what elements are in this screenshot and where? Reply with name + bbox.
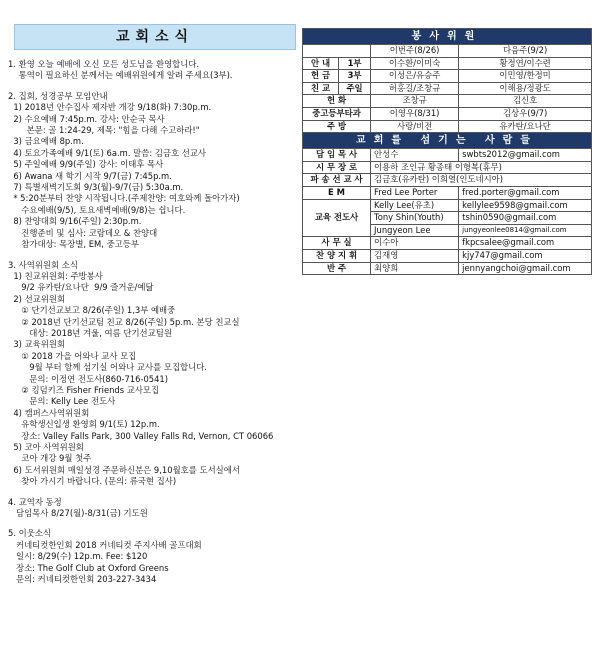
staff-email: kjy747@gmail.com (459, 249, 592, 262)
news-line: 진행준비 및 심사: 코람데오 & 찬양대 (8, 227, 158, 238)
staff-email: jennyangchoi@gmail.com (459, 262, 592, 275)
cell-next: 김신호 (459, 95, 592, 108)
row-label: 안 내 (303, 57, 339, 70)
news-line: 담임목사 8/27(월)-8/31(금) 기도원 (8, 508, 148, 519)
news-line: 9월 부터 함께 섬기실 어와나 교사를 모집합니다. (8, 362, 207, 373)
table-row (303, 174, 592, 187)
news-line: ① 단기선교보고 8/26(주일) 1,3부 예배중 (8, 305, 176, 316)
staff-name: 이수아 (371, 237, 459, 250)
news-line: 본문: 골 1:24-29, 제목: "힘을 다해 수고하라!" (8, 125, 200, 136)
staff-email: kellylee9598@gmail.com (459, 199, 592, 212)
table-row (303, 70, 592, 83)
news-line: ② 2018년 단기선교팀 친교 8/26(주일) 5p.m. 본당 친교실 (8, 316, 240, 327)
service-committee-title: 봉사위원 (303, 29, 592, 45)
staff-name: Kelly Lee(유초) (371, 199, 459, 212)
staff-email: jungyeonlee0814@gmail.com (459, 224, 592, 237)
row-label: 중고등부타과 (303, 107, 371, 120)
table-row (303, 95, 592, 108)
table-row (303, 82, 592, 95)
news-line: 2) 선교위원회 (8, 293, 66, 304)
staff-role: 시 무 장 로 (303, 161, 371, 174)
staff-role: 교육 전도사 (303, 199, 371, 237)
row-sub: 3부 (339, 70, 371, 83)
staff-role: E M (303, 186, 371, 199)
news-line: 4) 토요가족예배 9/1(토) 6a.m. 말씀: 김금호 선교사 (8, 147, 207, 158)
staff-role: 파 송 선 교 사 (303, 174, 371, 187)
news-section-pastor (8, 497, 298, 520)
cell-this: 이수환/이미숙 (371, 57, 459, 70)
news-line: 2) 수요예배 7:45p.m. 강사: 안순국 목사 (8, 113, 165, 124)
staff-title: 교회를 섬기는 사람들 (303, 133, 592, 149)
news-line: 2. 집회, 성경공부 모임안내 (8, 90, 108, 101)
staff-name: Jungyeon Lee (371, 224, 459, 237)
cell-next: 이민영/한정미 (459, 70, 592, 83)
staff-role: 사 무 실 (303, 237, 371, 250)
news-line: 대상: 2018년 겨울, 여름 단기선교팀원 (8, 327, 172, 338)
news-line: 3. 사역위원회 소식 (8, 259, 78, 270)
staff-email: fkpcsalee@gmail.com (459, 237, 592, 250)
news-section-welcome (8, 59, 298, 82)
staff-role: 담 임 목 사 (303, 149, 371, 162)
news-line: 6) 도서위원회 매일성경 주문하신분은 9,10월호를 도서실에서 (8, 464, 240, 475)
table-row (303, 186, 592, 199)
news-line: 4) 캠퍼스사역위원회 (8, 407, 90, 418)
news-line: ② 킹덤키즈 Fisher Friends 교사모집 (8, 384, 160, 395)
news-line: 3) 금요예배 8p.m. (8, 136, 84, 147)
row-sub: 주일 (339, 82, 371, 95)
news-line: 수요예배(9/5), 토요새벽예배(9/8)는 쉽니다. (8, 204, 186, 215)
cell-next: 유카탄/요나단 (459, 120, 592, 133)
church-news-title: 교회소식 (14, 24, 296, 50)
news-line: 참가대상: 목장별, EM, 중고등부 (8, 239, 139, 250)
news-line: 7) 특별새벽기도회 9/3(월)-9/7(금) 5:30a.m. (8, 182, 184, 193)
church-news-panel (8, 24, 298, 585)
staff-name: 이용하 조인규 황종태 이형복(휴무) (371, 161, 592, 174)
cell-this: 사랑/비전 (371, 120, 459, 133)
staff-email: swbts2012@gmail.com (459, 149, 592, 162)
news-line: 문의: Kelly Lee 전도사 (8, 396, 116, 407)
news-body (8, 59, 298, 585)
staff-email: fred.porter@gmail.com (459, 186, 592, 199)
news-line: 찾아 가시기 바랍니다. (문의: 류국현 집사) (8, 476, 177, 487)
news-line: 1) 친교위원회: 주방봉사 (8, 270, 103, 281)
news-line: 코아 개강 9월 첫주 (8, 453, 92, 464)
news-line: 커네티컷한인회 2018 커네티컷 주지사배 골프대회 (8, 539, 202, 550)
news-line: 1. 환영 오늘 예배에 오신 모든 성도님을 환영합니다. (8, 59, 200, 69)
row-label: 주 방 (303, 120, 371, 133)
cell-this: 조창규 (371, 95, 459, 108)
news-line: 문의: 이정연 전도사(860-716-0541) (8, 373, 169, 384)
staff-name: Tony Shin(Youth) (371, 212, 459, 225)
cell-next: 이해용/정광도 (459, 82, 592, 95)
cell-this: 이성은/유승주 (371, 70, 459, 83)
cell-this: 허홍길/조창규 (371, 82, 459, 95)
cell-next: 황정연/이수련 (459, 57, 592, 70)
news-line: 9/2 유카탄/요나단 9/9 즐거운/예닮 (8, 282, 154, 293)
news-line: * 5:20분부터 찬양 시작됩니다.(주제찬양: 여호와께 돌아가자) (8, 193, 240, 204)
news-line: 5. 이웃소식 (8, 528, 52, 539)
news-line: 5) 주일예배 9/9(주일) 강사: 이태후 목사 (8, 159, 164, 170)
row-sub: 1부 (339, 57, 371, 70)
table-row (303, 149, 592, 162)
news-line: 일시: 8/29(수) 12p.m. Fee: $120 (8, 551, 148, 562)
row-label: 친 교 (303, 82, 339, 95)
news-line: 장소: Valley Falls Park, 300 Valley Falls Rd, Vernon, CT 06066 (8, 430, 274, 441)
table-row (303, 120, 592, 133)
table-row (303, 57, 592, 70)
cell-this: 이영우(8/31) (371, 107, 459, 120)
service-committee-table (302, 28, 592, 275)
table-row (303, 107, 592, 120)
staff-name: Fred Lee Porter (371, 186, 459, 199)
news-line: 통역이 필요하신 분께서는 예배위원에게 알려 주세요(3부). (8, 70, 233, 81)
table-row (303, 262, 592, 275)
staff-name: 김금호(유카탄) 이희열(인도네시아) (371, 174, 592, 187)
row-label: 헌 금 (303, 70, 339, 83)
service-panel (302, 28, 592, 275)
table-row (303, 161, 592, 174)
news-section-ministries (8, 260, 298, 488)
col-this-week: 이번주(8/26) (371, 45, 459, 58)
news-line: ① 2018 가을 어와나 교사 모집 (8, 350, 137, 361)
row-label: 헌 화 (303, 95, 371, 108)
news-line: 장소: The Golf Club at Oxford Greens (8, 562, 169, 573)
staff-email: tshin0590@gmail.com (459, 212, 592, 225)
corner-cell (303, 45, 371, 58)
cell-next: 김상우(9/7) (459, 107, 592, 120)
staff-name: 최양희 (371, 262, 459, 275)
staff-role: 반 주 (303, 262, 371, 275)
news-line: 6) Awana 새 학기 시작 9/7(금) 7:45p.m. (8, 170, 172, 181)
news-line: 5) 코아 사역위원회 (8, 442, 84, 452)
news-section-meetings (8, 91, 298, 251)
table-row (303, 199, 592, 212)
news-section-neighbors (8, 528, 298, 585)
staff-name: 김재영 (371, 249, 459, 262)
col-next-week: 다음주(9/2) (459, 45, 592, 58)
table-row (303, 237, 592, 250)
news-line: 문의: 커네티컷한인회 203-227-3434 (8, 574, 157, 585)
news-line: 1) 2018년 안수집사 제자반 개강 9/18(화) 7:30p.m. (8, 102, 212, 113)
news-line: 4. 교역자 동정 (8, 496, 62, 507)
news-line: 3) 교육위원회 (8, 339, 66, 350)
table-row (303, 249, 592, 262)
news-line: 8) 찬양대회 9/16(주일) 2:30p.m. (8, 216, 142, 227)
news-line: 유학생신입생 환영회 9/1(토) 12p.m. (8, 419, 160, 430)
staff-name: 안성수 (371, 149, 459, 162)
staff-role: 찬 양 지 휘 (303, 249, 371, 262)
